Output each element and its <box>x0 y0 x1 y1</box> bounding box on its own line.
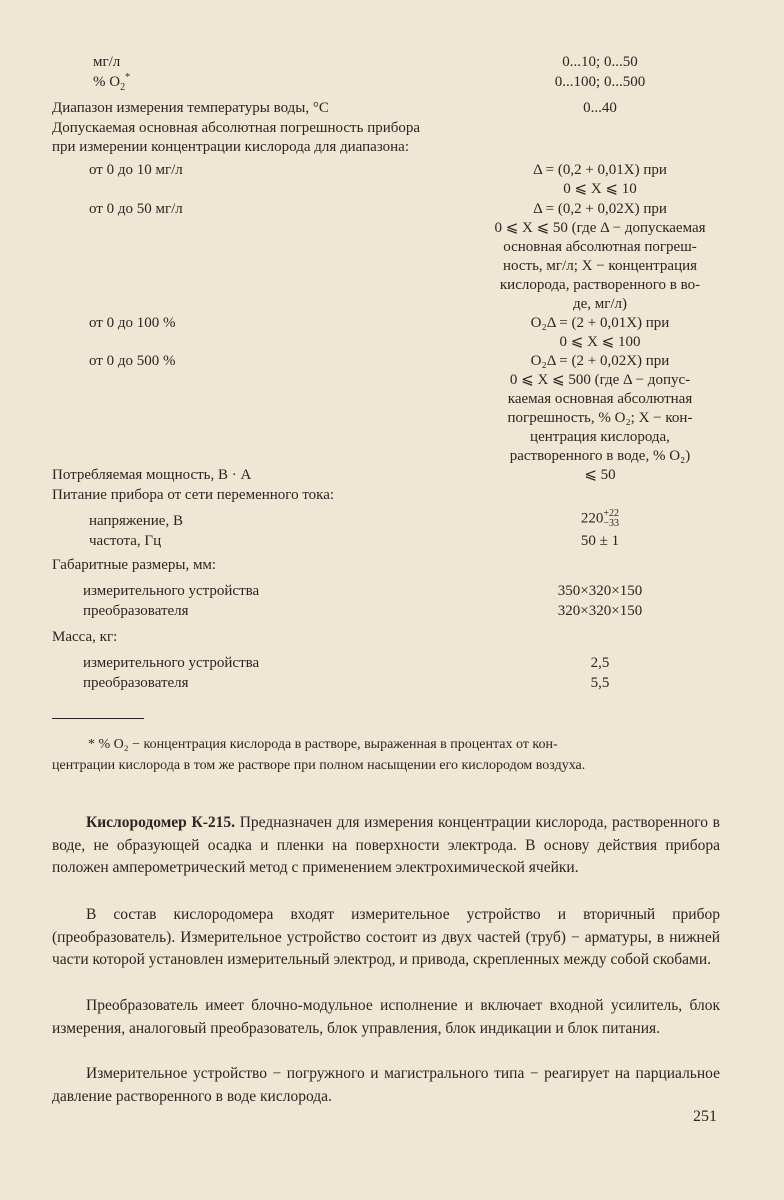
footnote-line-2: центрации кислорода в том же растворе при полном насыщении его кислородом воздуха. <box>52 758 586 773</box>
footnote-line-1: * % O₂ − концентрация кислорода в растворе, выраженная в процентах от кон- <box>88 737 558 752</box>
freq-value: 50 ± 1 <box>580 533 620 549</box>
freq-label: частота, Гц <box>89 533 162 549</box>
range2-line-3: ность, мг/л; X − концентрация <box>502 258 698 274</box>
range2-line-5: де, мг/л) <box>572 296 628 312</box>
range2-line-2: основная абсолютная погреш- <box>503 239 697 255</box>
mass-meter-value: 2,5 <box>590 655 610 671</box>
range4-line-4: центрация кислорода, <box>530 429 670 445</box>
range1-label: от 0 до 10 мг/л <box>89 162 183 178</box>
range4-line-5: растворенного в воде, % O₂) <box>509 448 691 464</box>
range2-line-0: Δ = (0,2 + 0,02X) при <box>533 201 667 217</box>
dims-heading: Габаритные размеры, мм: <box>52 557 217 573</box>
paragraph-4: Измерительное устройство − погружного и магистрального типа − реагирует на парциальное давление растворенного в воде кислорода. <box>52 1065 720 1105</box>
supply-heading: Питание прибора от сети переменного тока: <box>52 487 335 503</box>
power-value: ⩽ 50 <box>584 467 616 483</box>
range2-line-1: 0 ⩽ X ⩽ 50 (где Δ − допускаемая <box>494 220 706 236</box>
voltage-value <box>460 509 740 529</box>
dims-meter-value: 350×320×150 <box>557 583 643 599</box>
o2-label <box>93 73 130 91</box>
voltage-plus: +22 <box>603 508 620 519</box>
range4-line-2: каемая основная абсолютная <box>507 391 693 407</box>
voltage-tolerance <box>603 509 619 529</box>
range1-line-0: Δ = (0,2 + 0,01X) при <box>533 162 667 178</box>
page-number: 251 <box>693 1108 717 1125</box>
mass-meter-label: измерительного устройства <box>83 655 260 671</box>
range2-line-4: кислорода, растворенного в во- <box>499 277 701 293</box>
power-label: Потребляемая мощность, В · А <box>52 467 252 483</box>
voltage-nominal: 220 <box>580 510 604 527</box>
mgl-value: 0...10; 0...50 <box>562 54 638 70</box>
range3-label: от 0 до 100 % <box>89 315 176 331</box>
footnote-rule <box>52 718 144 719</box>
o2-label-star: * <box>125 72 131 83</box>
error-heading-1: Допускаемая основная абсолютная погрешность прибора <box>52 120 421 136</box>
paragraph-1-title: Кислородомер К-215. <box>86 814 235 831</box>
paragraph-2: В состав кислородомера входят измерительное устройство и вторичный прибор (преобразователь). Измерительное устройство состоит из двух частей (труб) − арматуры, в нижней части которой установлен измерительный электрод, и привода, скрепленных между собой скобами. <box>52 906 720 968</box>
range3-line-0: O₂Δ = (2 + 0,01X) при <box>530 315 670 331</box>
range2-label: от 0 до 50 мг/л <box>89 201 183 217</box>
range1-line-1: 0 ⩽ X ⩽ 10 <box>563 181 637 197</box>
range4-line-3: погрешность, % O₂; X − кон- <box>507 410 693 426</box>
range4-line-0: O₂Δ = (2 + 0,02X) при <box>530 353 670 369</box>
dims-meter-label: измерительного устройства <box>83 583 260 599</box>
voltage-label: напряжение, В <box>89 513 183 529</box>
o2-label-sub: 2 <box>120 82 126 93</box>
paragraph-1-text: Предназначен для измерения концентрации кислорода, растворенного в воде, не образующей осадка и пленки на поверхности электрода. В основу действия прибора положен амперометрический метод с применением электрохимической ячейки. <box>52 814 720 876</box>
range4-line-1: 0 ⩽ X ⩽ 500 (где Δ − допус- <box>509 372 691 388</box>
mgl-label: мг/л <box>93 54 121 70</box>
temp-value: 0...40 <box>583 100 617 116</box>
o2-label-text: % O <box>93 74 121 90</box>
paragraph-3: Преобразователь имеет блочно-модульное исполнение и включает входной усилитель, блок измерения, аналоговый преобразователь, блок управления, блок индикации и блок питания. <box>52 997 720 1037</box>
range4-label: от 0 до 500 % <box>89 353 176 369</box>
error-heading-2: при измерении концентрации кислорода для диапазона: <box>52 139 410 155</box>
mass-conv-label: преобразователя <box>83 675 189 691</box>
o2-value: 0...100; 0...500 <box>554 74 646 90</box>
dims-conv-label: преобразователя <box>83 603 189 619</box>
voltage-minus: −33 <box>603 518 620 529</box>
temp-label: Диапазон измерения температуры воды, °C <box>52 100 329 116</box>
dims-conv-value: 320×320×150 <box>557 603 643 619</box>
mass-conv-value: 5,5 <box>590 675 610 691</box>
paragraph-1 <box>52 812 720 880</box>
mass-heading: Масса, кг: <box>52 629 118 645</box>
range3-line-1: 0 ⩽ X ⩽ 100 <box>559 334 641 350</box>
